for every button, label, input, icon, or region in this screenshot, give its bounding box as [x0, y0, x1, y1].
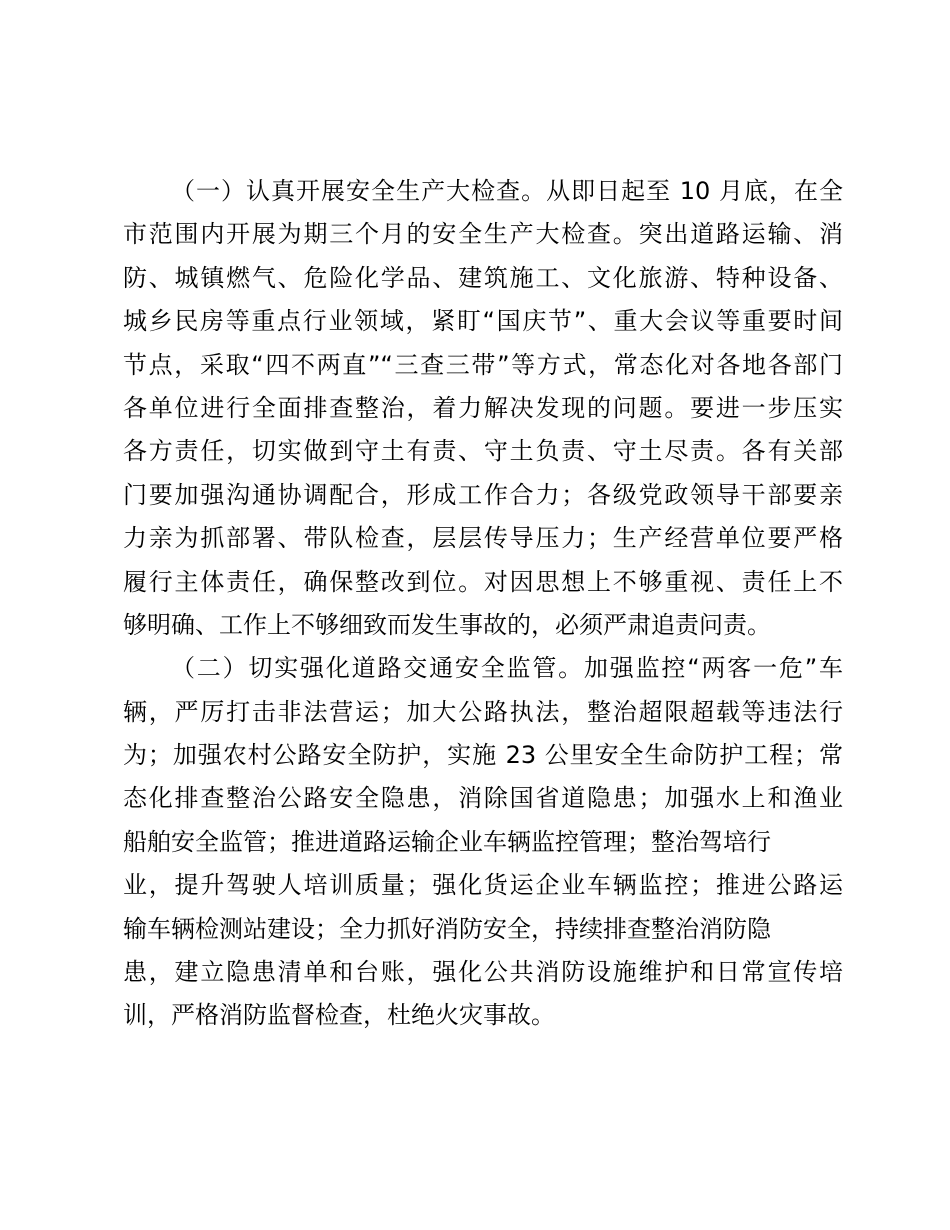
paragraph-line: 够明确、工作上不够细致而发生事故的，必须严肃追责问责。 — [123, 610, 771, 639]
paragraph-line: （二）切实强化道路交通安全监管。加强监控“两客一危”车 — [171, 654, 843, 683]
paragraph-line: 各单位进行全面排查整治，着力解决发现的问题。要进一步压实 — [123, 393, 843, 422]
paragraph-line: 各方责任，切实做到守土有责、守土负责、守土尽责。各有关部 — [123, 437, 843, 466]
paragraph-line: 节点，采取“四不两直”“三查三带”等方式，常态化对各地各部门 — [123, 350, 843, 379]
paragraph-line: 输车辆检测站建设；全力抓好消防安全，持续排查整治消防隐 — [123, 914, 771, 943]
paragraph-line: 训，严格消防监督检查，杜绝火灾事故。 — [123, 1001, 555, 1030]
paragraph-line: 业，提升驾驶人培训质量；强化货运企业车辆监控；推进公路运 — [123, 871, 843, 900]
paragraph-line: 为；加强农村公路安全防护，实施 23 公里安全生命防护工程；常 — [123, 741, 843, 770]
paragraph-line: 船舶安全监管；推进道路运输企业车辆监控管理；整治驾培行 — [123, 827, 771, 856]
paragraph-line: 患，建立隐患清单和台账，强化公共消防设施维护和日常宣传培 — [123, 958, 843, 987]
paragraph-1 — [123, 170, 843, 647]
paragraph-line: 力亲为抓部署、带队检查，层层传导压力；生产经营单位要严格 — [123, 524, 843, 553]
paragraph-line: 态化排查整治公路安全隐患，消除国省道隐患；加强水上和渔业 — [123, 784, 843, 813]
paragraph-line: （一）认真开展安全生产大检查。从即日起至 10 月底，在全 — [171, 177, 843, 205]
paragraph-line: 防、城镇燃气、危险化学品、建筑施工、文化旅游、特种设备、 — [123, 263, 843, 292]
paragraph-line: 市范围内开展为期三个月的安全生产大检查。突出道路运输、消 — [123, 220, 843, 249]
document-body — [123, 170, 843, 1038]
paragraph-line: 门要加强沟通协调配合，形成工作合力；各级党政领导干部要亲 — [123, 480, 843, 509]
paragraph-line: 履行主体责任，确保整改到位。对因思想上不够重视、责任上不 — [123, 567, 843, 596]
paragraph-2 — [123, 647, 843, 1038]
paragraph-line: 辆，严厉打击非法营运；加大公路执法，整治超限超载等违法行 — [123, 697, 843, 726]
paragraph-line: 城乡民房等重点行业领域，紧盯“国庆节”、重大会议等重要时间 — [123, 307, 843, 336]
